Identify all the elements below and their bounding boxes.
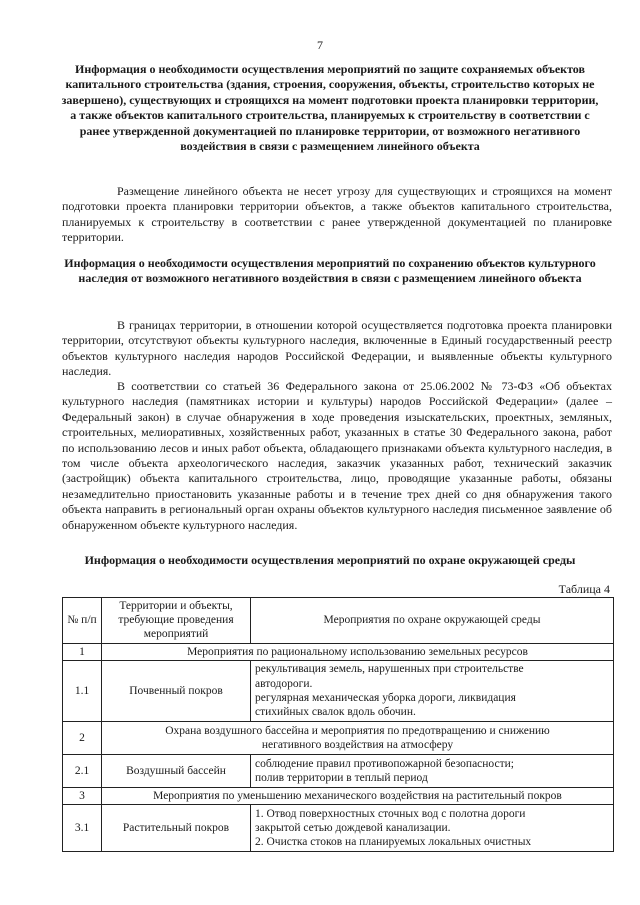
- row-num: 2.1: [63, 754, 102, 787]
- table-group-row: [63, 643, 614, 660]
- group-title-line: Охрана воздушного бассейна и мероприятия по предотвращению и снижению: [165, 724, 550, 737]
- group-num: 2: [63, 721, 102, 754]
- page-number: 7: [317, 38, 323, 52]
- table-header-row: [63, 598, 614, 644]
- environment-measures-table: [62, 597, 614, 852]
- header-action: Мероприятия по охране окружающей среды: [251, 598, 614, 644]
- action-line: 1. Отвод поверхностных сточных вод с полотна дороги: [255, 807, 526, 820]
- row-actions: [251, 754, 614, 787]
- group-title: [102, 721, 614, 754]
- action-line: полив территории в теплый период: [255, 771, 428, 784]
- paragraph-cultural-heritage-1: В границах территории, в отношении которой осуществляется подготовка проекта планировки территории, отсутствуют объекты культурного наследия, включенные в Единый государственный реестр объектов культурного наследия народов Российской Федерации, и выявленные объекты культурного наследия.: [62, 318, 612, 379]
- action-line: автодороги.: [255, 677, 313, 690]
- table-group-row: [63, 721, 614, 754]
- table-row: [63, 660, 614, 721]
- group-title-line: негативного воздействия на атмосферу: [261, 738, 454, 751]
- header-num: № п/п: [63, 598, 102, 644]
- action-line: стихийных свалок вдоль обочин.: [255, 706, 416, 719]
- row-object: Почвенный покров: [102, 660, 251, 721]
- action-line: регулярная механическая уборка дороги, ликвидация: [255, 691, 516, 704]
- group-num: 3: [63, 787, 102, 804]
- action-line: 2. Очистка стоков на планируемых локальных очистных: [255, 836, 532, 849]
- group-title: Мероприятия по рациональному использованию земельных ресурсов: [102, 643, 614, 660]
- group-num: 1: [63, 643, 102, 660]
- paragraph-cultural-heritage-2: В соответствии со статьей 36 Федерального закона от 25.06.2002 № 73-ФЗ «Об объектах культурного наследия (памятниках истории и культуры) народов Российской Федерации» (далее – Федеральный закон) в случае обнаружения в ходе проведения изыскательских, проектных, земляных, строительных, мелиоративных, хозяйственных работ, указанных в статье 30 Федерального закона, работ по использованию лесов и иных работ объекта, обладающего признаками объекта культурного наследия, в том числе объекта археологического наследия, заказчик указанных работ, технический заказчик (застройщик) объекта капитального строительства, лицо, проводящие указанные работы, обязаны незамедлительно приостановить указанные работы и в течение трех дней со дня обнаружения такого объекта направить в региональный орган охраны объектов культурного наследия письменное заявление об обнаруженном объекте культурного наследия.: [62, 379, 612, 532]
- header-object: Территории и объекты, требующие проведения мероприятий: [102, 598, 251, 644]
- row-object: Растительный покров: [102, 805, 251, 852]
- section-heading-environment: Информация о необходимости осуществления мероприятий по охране окружающей среды: [84, 553, 576, 567]
- row-object: Воздушный бассейн: [102, 754, 251, 787]
- table-row: [63, 754, 614, 787]
- row-num: 1.1: [63, 660, 102, 721]
- section-heading-protection: Информация о необходимости осуществления мероприятий по защите сохраняемых объектов капитального строительства (здания, строения, сооружения, объекты, строительство которых не завершено), существующих и строящихся на момент подготовки проекта планировки территории, а также объектов капитального строительства, планируемых к строительству в соответствии с ранее утвержденной документацией по планировке территории, от возможного негативного воздействия в связи с размещением линейного объекта: [61, 62, 599, 154]
- table-caption: Таблица 4: [558, 582, 610, 596]
- action-line: рекультивация земель, нарушенных при строительстве: [255, 663, 524, 676]
- group-title: Мероприятия по уменьшению механического воздействия на растительный покров: [102, 787, 614, 804]
- table-row: [63, 805, 614, 852]
- table-group-row: [63, 787, 614, 804]
- action-line: соблюдение правил противопожарной безопасности;: [255, 757, 514, 770]
- action-line: закрытой сетью дождевой канализации.: [255, 821, 451, 834]
- row-actions: [251, 660, 614, 721]
- paragraph-protection: Размещение линейного объекта не несет угрозу для существующих и строящихся на момент подготовки проекта планировки территории объектов, а также объектов капитального строительства, планируемых к строительству в соответствии с ранее утвержденной документацией по планировке территории.: [62, 184, 612, 245]
- row-num: 3.1: [63, 805, 102, 852]
- row-actions: [251, 805, 614, 852]
- section-heading-cultural-heritage: Информация о необходимости осуществления мероприятий по сохранению объектов культурного наследия от возможного негативного воздействия в связи с размещением линейного объекта: [64, 256, 596, 286]
